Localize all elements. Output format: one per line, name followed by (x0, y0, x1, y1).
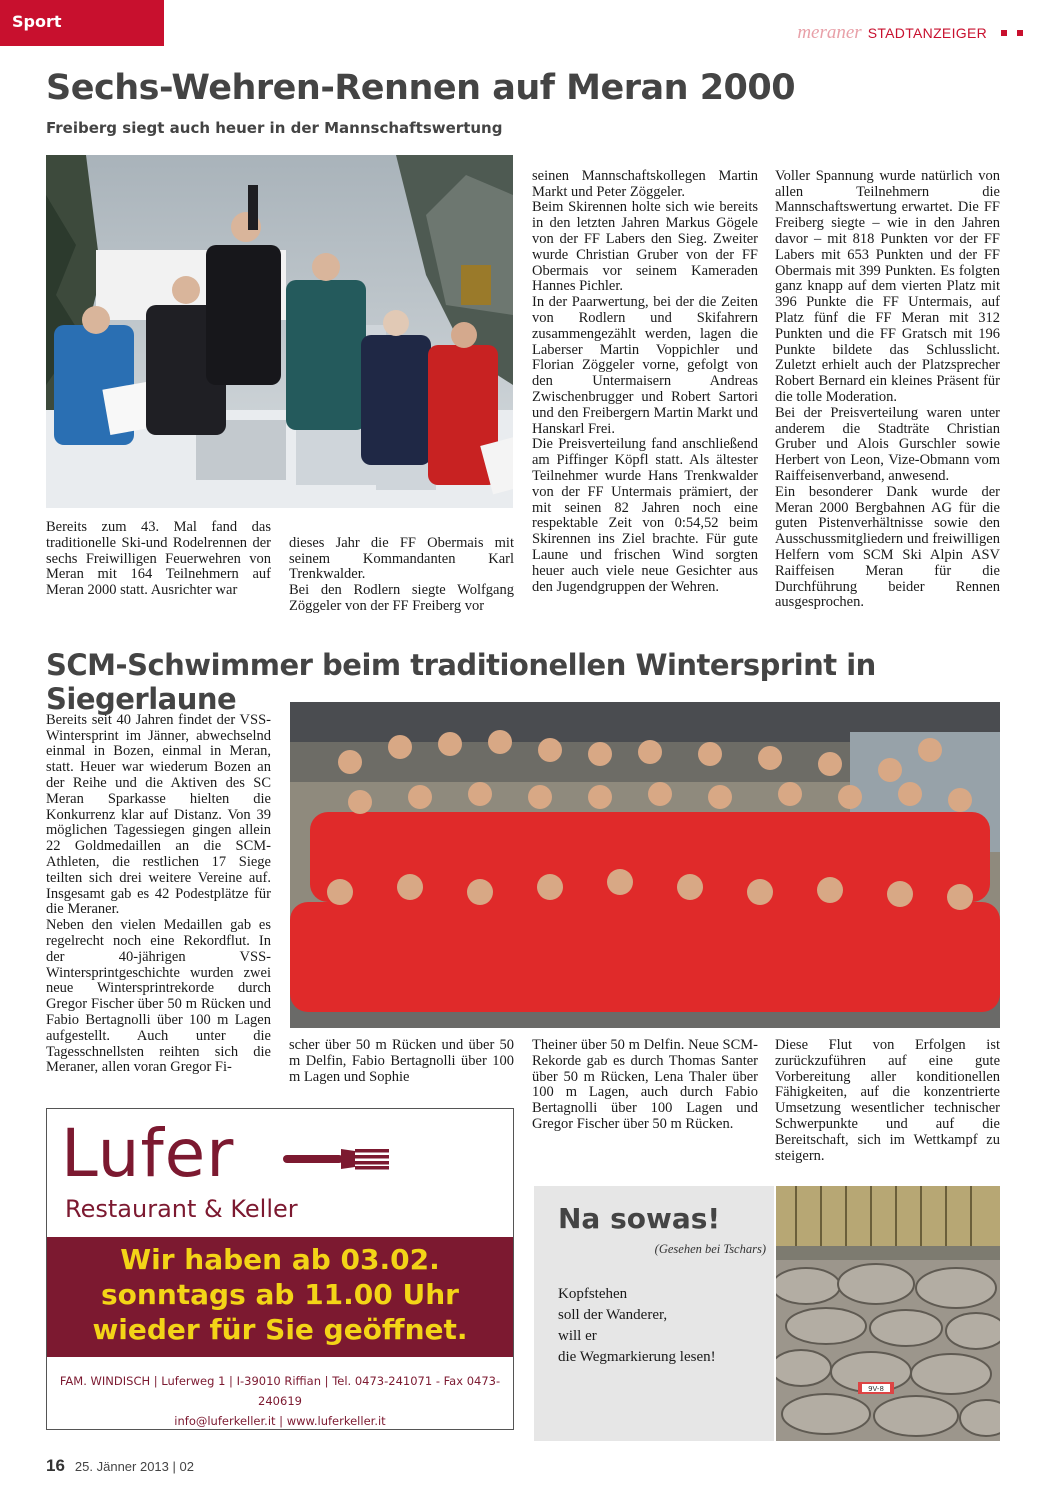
poem-line: die Wegmarkierung lesen! (558, 1349, 716, 1365)
ad-logo: Lufer (61, 1115, 235, 1192)
article1-text-1: Bereits zum 43. Mal fand das traditionelle Ski-und Rodelrennen der sechs Freiwilligen Feuerwehren von Meran mit 164 Teilnehmern auf Meran 2000 statt. Ausrichter war (46, 519, 271, 599)
article2-column-1 (46, 697, 271, 1092)
ad-logo-subtitle: Restaurant & Keller (65, 1195, 298, 1223)
masthead-title: STADTANZEIGER (867, 25, 987, 41)
article2-title: SCM-Schwimmer beim traditionellen Wintersprint in Siegerlaune (46, 648, 876, 716)
ad-line-1: Wir haben ab 03.02. (120, 1243, 440, 1276)
page-footer (46, 1456, 194, 1476)
trail-sign-text: 9V-8 (868, 1385, 884, 1393)
ad-line-2: sonntags ab 11.00 Uhr (101, 1278, 459, 1311)
article2-text-3: Theiner über 50 m Delfin. Neue SCM-Rekorde gab es durch Thomas Santer über 50 m Rücken, Lena Thaler über 100 m Lagen, auch durch Fabio Bertagnolli über 100 Lagen und Gregor Fischer über 50 m Rücken. (532, 1037, 758, 1132)
article1-title: Sechs-Wehren-Rennen auf Meran 2000 (46, 68, 796, 108)
swimmers-group-photo (290, 702, 1000, 1028)
box-subtitle: (Gesehen bei Tschars) (654, 1242, 766, 1256)
article2-column-4 (775, 1038, 1000, 1164)
article2-text-4: Diese Flut von Erfolgen ist zurückzuführen auf eine gute Vorbereitung aller konditionellen Fähigkeiten, auf die konzentrierte Umsetzung wesentlicher technischer Schwerpunkte und auf die Bereitschaft, sich im Wettkampf zu steigern. (775, 1037, 1000, 1164)
article1-column-1 (46, 520, 271, 599)
issue-date: 25. Jänner 2013 | 02 (74, 1459, 194, 1474)
section-tab (0, 0, 164, 46)
ad-web: info@luferkeller.it | www.luferkeller.it (174, 1414, 386, 1428)
masthead-brand: meraner (797, 22, 862, 43)
article1-column-4 (775, 153, 1000, 627)
lufer-advertisement (46, 1108, 514, 1430)
article1-subtitle: Freiberg siegt auch heuer in der Mannschaftswertung (46, 119, 503, 137)
article2-column-3 (532, 1038, 758, 1133)
fork-icon (283, 1139, 393, 1179)
masthead-square-icon (1001, 30, 1007, 36)
article1-column-2 (289, 520, 514, 631)
box-poem (558, 1284, 716, 1368)
article1-text-4: Voller Spannung wurde natürlich von allen Teilnehmern die Mannschaftswertung erwartet. Die FF Freiberg siegte – wie in den Jahren davor – mit 818 Punkten vor der FF Labers mit 653 Punkten und der FF Obermais mit 399 Punkten. Es folgten ganz knapp auf dem vierten Platz mit 396 Punkte die FF Untermais, auf Platz fünf die FF Meran mit 312 Punkten und die FF Gratsch mit 196 Punkte bildete das Schlusslicht. Zuletzt erhielt auch der Platzsprecher Robert Bernard ein kleines Präsent für die tolle Moderation. Bei der Preisverteilung waren unter anderem die Stadträte Christian Gruber und Alois Gurschler sowie Herbert von Leon, Vize-Obmann vom Raiffeisenverband, anwesend. Ein besonderer Dank wurde der Meran 2000 Bergbahnen AG für die guten Pistenverhältnisse sowie den Ausschussmitgliedern und freiwilligen Helfern vom SCM Ski Alpin ASV Raiffeisen Meran für die Durchführung beider Rennen ausgesprochen. (775, 167, 1000, 611)
box-title: Na sowas! (558, 1202, 721, 1235)
ad-message-band (47, 1237, 513, 1357)
ski-podium-photo (46, 155, 513, 508)
poem-line: Kopfstehen (558, 1286, 628, 1302)
masthead-square-icon (1017, 30, 1023, 36)
masthead (797, 22, 1023, 44)
article2-column-2 (289, 1038, 514, 1085)
page-number: 16 (46, 1456, 65, 1475)
stone-wall-photo (776, 1186, 1000, 1441)
section-label: Sport (12, 12, 62, 31)
poem-line: will er (558, 1328, 597, 1344)
article2-text-2: scher über 50 m Rücken und über 50 m Delfin, Fabio Bertagnolli über 100 m Lagen und Sophie (289, 1037, 514, 1085)
article1-text-2: dieses Jahr die FF Obermais mit seinem Kommandanten Karl Trenkwalder. Bei den Rodlern siegte Wolfgang Zöggeler von der FF Freiberg vor (289, 534, 514, 614)
article1-text-3: seinen Mannschaftskollegen Martin Markt und Peter Zöggeler. Beim Skirennen holte sich wie bereits in den letzten Jahren Markus Gögele von der FF Labers den Sieg. Zweiter wurde Christian Gruber von der FF Obermais vor seinem Kameraden Hannes Pichler. In der Paarwertung, bei der die Zeiten von Rodlern und Skifahrern zusammengezählt werden, lagen die Laberser Martin Voppichler und Florian Zöggeler vorne, gefolgt von den Untermaisern Andreas Zwischenbrugger und Robert Sartori und den Freibergern Martin Markt und Hanskarl Frei. Die Preisverteilung fand anschließend am Piffinger Köpfl statt. Als ältester Teilnehmer wurde Hans Trenkwalder von der FF Untermais prämiert, der mit seinen 82 Jahren noch eine respektable Zeit von 0:54,52 beim Skirennen ins Ziel brachte. Für gute Laune und frischen Wind sorgten heuer auch viele neue Gesichter aus den Jugendgruppen der Wehren. (532, 167, 758, 595)
article1-column-3 (532, 153, 758, 611)
ad-address: FAM. WINDISCH | Luferweg 1 | I-39010 Riffian | Tel. 0473-241071 - Fax 0473-240619 (59, 1374, 501, 1408)
ad-line-3: wieder für Sie geöffnet. (92, 1313, 468, 1346)
ad-contact (47, 1371, 513, 1431)
na-sowas-box (534, 1186, 774, 1441)
article2-text-1: Bereits seit 40 Jahren findet der VSS-Wintersprint im Jänner, abwechselnd einmal in Bozen, einmal in Meran, statt. Heuer war wiederum Bozen an der Reihe und die Aktiven des SC Meran Sparkasse hielten die Konkurrenz klar auf Distanz. Von 39 möglichen Tagessiegen gingen allein 22 Goldmedaillen an die SCM-Athleten, die restlichen 17 Siege teilten sich drei weitere Vereine auf. Insgesamt gab es 42 Podestplätze für die Meraner. Neben den vielen Medaillen gab es regelrecht noch eine Rekordflut. In der 40-jährigen VSS-Wintersprintgeschichte wurden zwei neue Wintersprintrekorde durch Gregor Fischer über 50 m Rücken und Fabio Bertagnolli über 100 m Lagen aufgestellt. Auch unter die Tagesschnellsten reihten sich die Meraner, allen voran Gregor Fi- (46, 711, 271, 1076)
poem-line: soll der Wanderer, (558, 1307, 668, 1323)
